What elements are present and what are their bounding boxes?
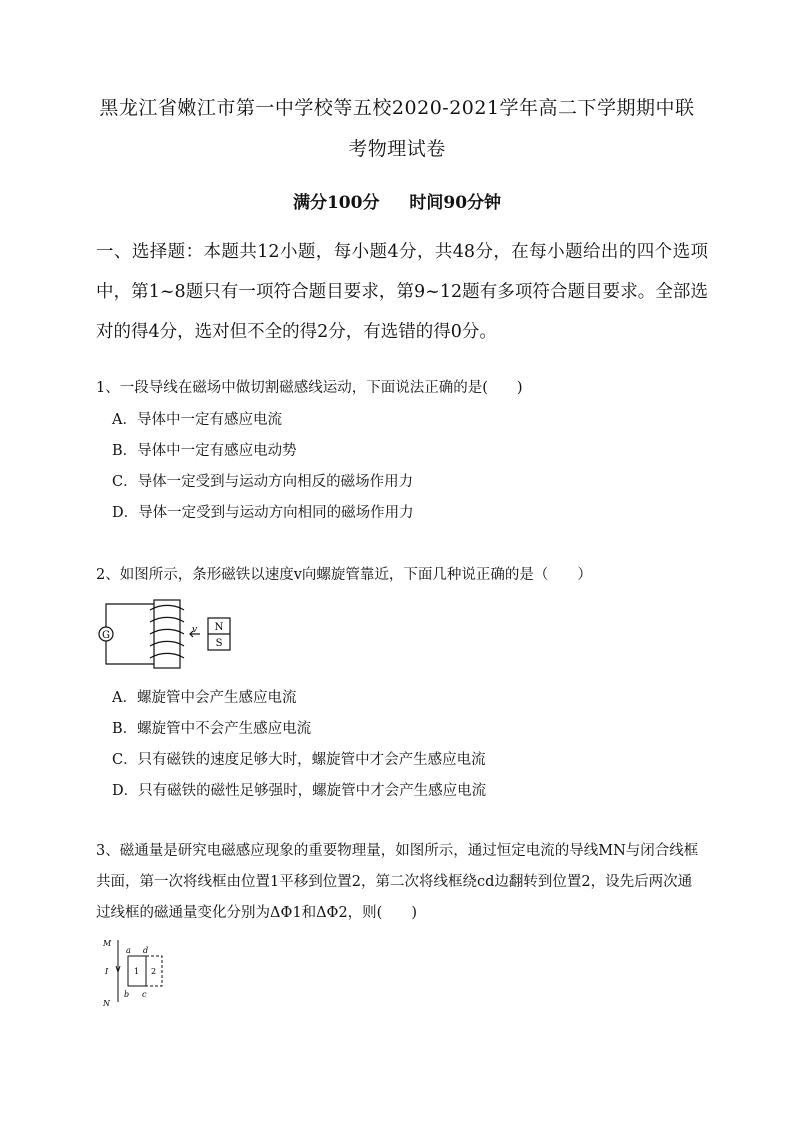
- section-intro: 一、选择题：本题共12小题，每小题4分，共48分，在每小题给出的四个选项中，第1~8题只有一项符合题目要求，第9~12题有多项符合题目要求。全部选对的得4分，选对但不全的得2分，有选错的得0分。: [96, 242, 708, 342]
- corner-b-label: b: [124, 990, 130, 999]
- full-score: 满分100分: [292, 193, 380, 213]
- question-2-option-c: C．只有磁铁的速度足够大时，螺旋管中才会产生感应电流: [112, 752, 486, 768]
- velocity-label: v: [192, 625, 198, 635]
- corner-a-label: a: [126, 946, 131, 955]
- galvanometer-label: G: [102, 630, 110, 641]
- wire-loop-figure: [98, 936, 172, 1008]
- question-1-stem: 1、一段导线在磁场中做切割磁感线运动，下面说法正确的是( ): [96, 380, 523, 396]
- corner-c-label: c: [142, 990, 147, 999]
- question-1-option-d: D．导体一定受到与运动方向相同的磁场作用力: [112, 505, 414, 521]
- question-2-stem: 2、如图所示，条形磁铁以速度v向螺旋管靠近，下面几种说正确的是（ ）: [96, 567, 592, 583]
- position-2-label: 2: [151, 967, 157, 976]
- question-2-option-a: A．螺旋管中会产生感应电流: [112, 690, 297, 706]
- current-i-label: I: [105, 967, 109, 976]
- position-1-label: 1: [134, 967, 140, 976]
- question-2-option-b: B．螺旋管中不会产生感应电流: [112, 721, 312, 737]
- question-1-option-b: B．导体中一定有感应电动势: [112, 443, 297, 459]
- question-2-option-d: D．只有磁铁的磁性足够强时，螺旋管中才会产生感应电流: [112, 783, 487, 799]
- score-info: [0, 188, 794, 213]
- question-1-option-c: C．导体一定受到与运动方向相反的磁场作用力: [112, 474, 414, 490]
- wire-m-label: M: [103, 939, 112, 948]
- question-1-option-a: A．导体中一定有感应电流: [112, 412, 282, 428]
- question-3-stem: 3、磁通量是研究电磁感应现象的重要物理量，如图所示，通过恒定电流的导线MN与闭合线框共面，第一次将线框由位置1平移到位置2，第二次将线框绕cd边翻转到位置2，设先后两次通过线框的磁通量变化分别为ΔΦ1和ΔΦ2，则( ): [96, 843, 699, 921]
- wire-n-label: N: [103, 999, 110, 1008]
- magnet-south-label: S: [215, 638, 223, 649]
- magnet-north-label: N: [214, 622, 224, 633]
- exam-title-line2: 考物理试卷: [348, 138, 446, 160]
- exam-title-line1: 黑龙江省嫩江市第一中学校等五校2020-2021学年高二下学期期中联: [99, 97, 695, 119]
- corner-d-label: d: [143, 946, 149, 955]
- time-limit: 时间90分钟: [409, 193, 502, 213]
- solenoid-magnet-figure: [94, 596, 234, 672]
